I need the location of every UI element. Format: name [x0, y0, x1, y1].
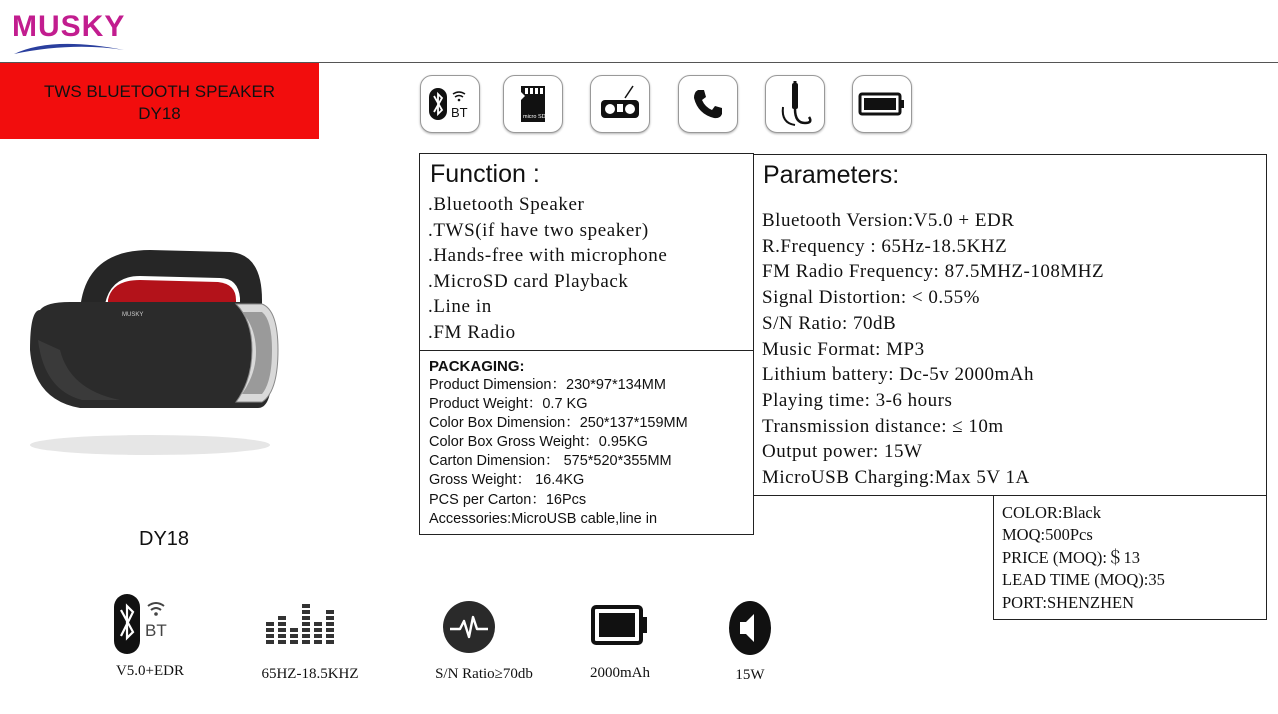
order-info-item: PRICE (MOQ):＄13: [1002, 547, 1140, 567]
function-item: .Line in: [428, 296, 492, 318]
packaging-item: Color Box Dimension：250*137*159MM: [429, 415, 688, 432]
pulse-icon: [442, 600, 496, 654]
order-info-panel: [993, 495, 1267, 620]
microsd-card-icon: [503, 75, 563, 133]
brand-logo: [12, 6, 132, 58]
banner-line-2: DY18: [138, 104, 181, 123]
packaging-item: Carton Dimension： 575*520*355MM: [429, 453, 672, 470]
bluetooth-icon: [110, 592, 176, 656]
parameters-title: Parameters:: [763, 161, 900, 189]
bt-text: BT: [145, 621, 167, 640]
function-title: Function :: [430, 160, 540, 188]
order-info-list: [1002, 502, 1165, 614]
feature-label-power: 15W: [735, 667, 765, 683]
order-info-item: PORT:SHENZHEN: [1002, 592, 1135, 612]
packaging-item: Product Dimension：230*97*134MM: [429, 377, 666, 393]
feature-label-bluetooth: V5.0+EDR: [115, 663, 185, 679]
packaging-title: PACKAGING:: [429, 358, 525, 375]
banner-line-1: TWS BLUETOOTH SPEAKER: [43, 82, 276, 101]
microsd-text: micro SD: [523, 114, 546, 120]
function-item: .Bluetooth Speaker: [428, 194, 585, 215]
line-in-cable-icon: [765, 75, 825, 133]
function-item: .FM Radio: [428, 321, 516, 343]
order-info-item: MOQ:500Pcs: [1002, 525, 1093, 545]
parameters-panel: [753, 154, 1267, 496]
packaging-list: [429, 376, 688, 529]
packaging-item: Gross Weight： 16.4KG: [429, 472, 585, 489]
parameter-item: FM Radio Frequency: 87.5MHZ-108MHZ: [762, 261, 1105, 283]
logo-swoosh-icon: [12, 6, 132, 58]
feature-label-frequency: 65HZ-18.5KHZ: [261, 666, 359, 682]
parameter-item: Signal Distortion: < 0.55%: [762, 287, 980, 309]
function-item: .TWS(if have two speaker): [428, 219, 649, 241]
parameter-item: Bluetooth Version:V5.0 + EDR: [762, 210, 1015, 231]
speaker-logo: MUSKY: [122, 312, 144, 318]
product-title-banner: [0, 63, 319, 139]
packaging-item: Accessories:MicroUSB cable,line in: [429, 510, 658, 527]
product-image: [0, 240, 330, 460]
bt-text: BT: [451, 105, 468, 120]
phone-icon: [678, 75, 738, 133]
parameter-item: S/N Ratio: 70dB: [762, 312, 897, 334]
parameter-item: Transmission distance: ≤ 10m: [762, 415, 1004, 437]
battery-icon: [590, 604, 650, 646]
feature-label-battery: 2000mAh: [590, 665, 650, 681]
product-model-label: DY18: [139, 528, 190, 550]
logo-text: MUSKY: [12, 10, 126, 43]
bluetooth-icon: [420, 75, 480, 133]
speaker-icon: [728, 600, 772, 656]
packaging-item: Color Box Gross Weight：0.95KG: [429, 434, 648, 451]
parameter-item: Output power: 15W: [762, 441, 923, 463]
parameter-item: R.Frequency : 65Hz-18.5KHZ: [762, 235, 1008, 257]
feature-label-sn-ratio: S/N Ratio≥70db: [435, 666, 533, 682]
parameter-item: Playing time: 3-6 hours: [762, 389, 953, 411]
equalizer-icon: [264, 598, 344, 646]
function-item: .MicroSD card Playback: [428, 270, 629, 292]
parameter-item: Lithium battery: Dc-5v 2000mAh: [762, 364, 1034, 386]
packaging-item: Product Weight：0.7 KG: [429, 396, 588, 413]
parameter-item: Music Format: MP3: [762, 338, 925, 360]
battery-icon: [852, 75, 912, 133]
packaging-panel: [419, 350, 754, 535]
packaging-item: PCS per Carton：16Pcs: [429, 491, 587, 508]
parameter-item: MicroUSB Charging:Max 5V 1A: [762, 467, 1030, 489]
fm-radio-icon: [590, 75, 650, 133]
order-info-item: LEAD TIME (MOQ):35: [1002, 570, 1165, 590]
function-item: .Hands-free with microphone: [428, 245, 668, 267]
function-panel: [419, 153, 754, 351]
parameters-list: [762, 208, 1104, 491]
function-list: [428, 192, 667, 346]
order-info-item: COLOR:Black: [1002, 503, 1101, 522]
